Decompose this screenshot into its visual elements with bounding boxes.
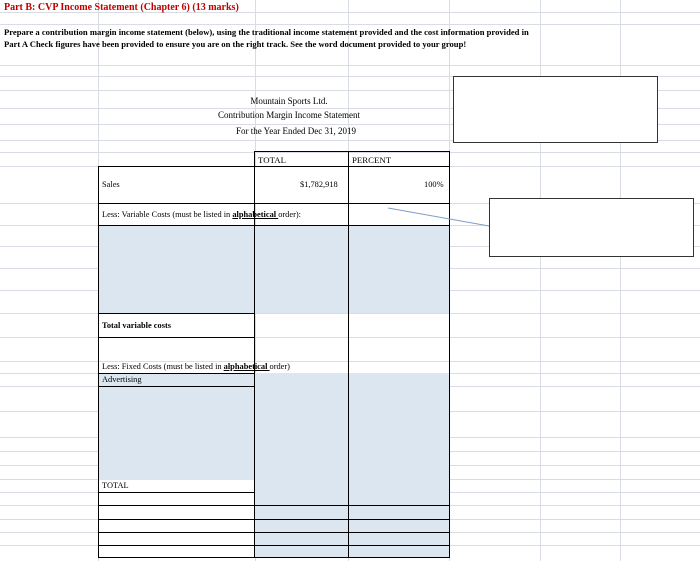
column-header-total: TOTAL — [258, 155, 286, 165]
sales-percent: 100% — [424, 180, 444, 189]
statement-period: For the Year Ended Dec 31, 2019 — [236, 126, 356, 136]
instructions-text: Prepare a contribution margin income statement (below), using the traditional income statement provided and the cost information provided in Part A Check figures have been provided to ensure you are on the right track. See the word document provided to your group! — [4, 27, 529, 49]
sales-total: $1,782,918 — [300, 180, 338, 189]
total-variable-costs-label: Total variable costs — [102, 321, 172, 330]
company-name: Mountain Sports Ltd. — [250, 96, 328, 106]
advertising-label: Advertising — [102, 375, 142, 384]
column-header-percent: PERCENT — [352, 155, 392, 165]
fixed-costs-label: Less: Fixed Costs (must be listed in alphabetical order) — [102, 362, 290, 371]
statement-name: Contribution Margin Income Statement — [217, 110, 361, 120]
total-label: TOTAL — [102, 481, 129, 490]
page-title: Part B: CVP Income Statement (Chapter 6) (13 marks) — [4, 2, 239, 13]
variable-costs-label: Less: Variable Costs (must be listed in alphabetical order): — [102, 210, 301, 219]
sales-label: Sales — [102, 180, 120, 189]
